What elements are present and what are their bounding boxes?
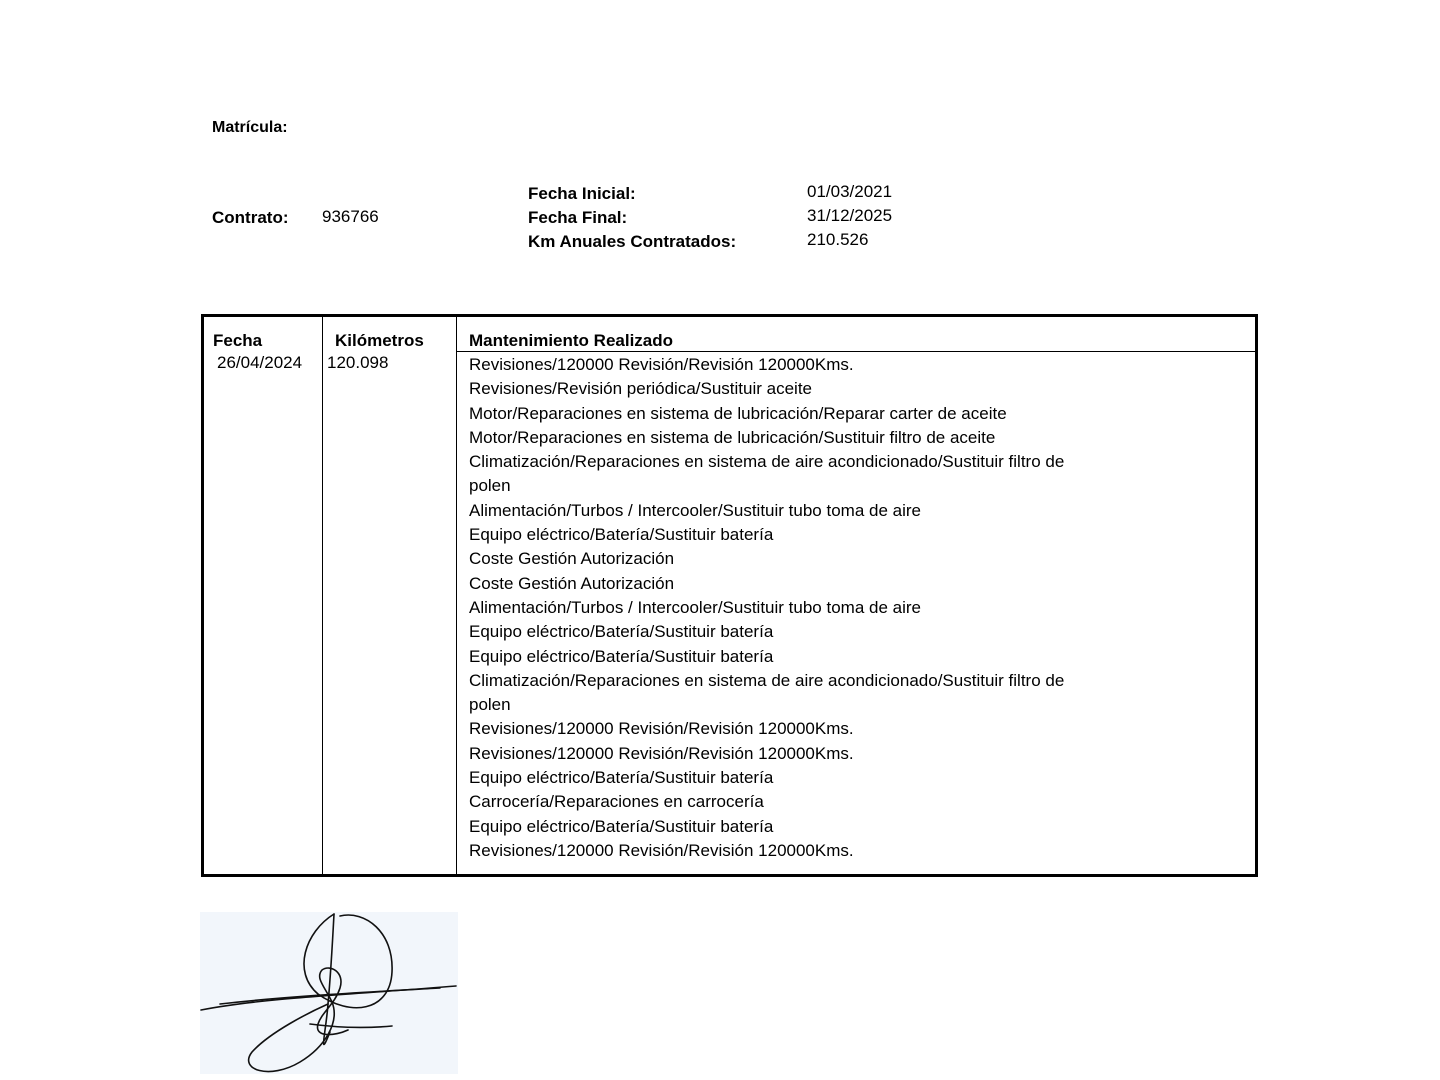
maintenance-line: Climatización/Reparaciones en sistema de aire acondicionado/Sustituir filtro de	[469, 670, 1065, 690]
maintenance-line: Revisiones/Revisión periódica/Sustituir aceite	[469, 379, 812, 399]
column-header-fecha: Fecha	[213, 331, 263, 350]
maintenance-line: Equipo eléctrico/Batería/Sustituir batería	[469, 525, 774, 545]
maintenance-line: Equipo eléctrico/Batería/Sustituir batería	[469, 816, 774, 836]
maintenance-line: Alimentación/Turbos / Intercooler/Sustituir tubo toma de aire	[469, 500, 921, 520]
maintenance-line: Equipo eléctrico/Batería/Sustituir batería	[469, 622, 774, 642]
maintenance-line: Motor/Reparaciones en sistema de lubricación/Sustituir filtro de aceite	[469, 427, 996, 447]
maintenance-line: Alimentación/Turbos / Intercooler/Sustituir tubo toma de aire	[469, 597, 921, 617]
fecha-final-label: Fecha Final:	[528, 208, 628, 227]
maintenance-lines	[469, 353, 1064, 863]
row-fecha: 26/04/2024	[217, 353, 303, 372]
signature-area	[200, 912, 458, 1074]
fecha-inicial-label: Fecha Inicial:	[528, 184, 636, 203]
maintenance-line: Climatización/Reparaciones en sistema de aire acondicionado/Sustituir filtro de	[469, 452, 1065, 472]
cut-off-header-label	[212, 119, 302, 136]
maintenance-line: Motor/Reparaciones en sistema de lubricación/Reparar carter de aceite	[469, 403, 1007, 423]
km-anuales-label: Km Anuales Contratados:	[528, 232, 737, 251]
cut-off-header-text: Matrícula:	[212, 119, 288, 136]
maintenance-line: Carrocería/Reparaciones en carrocería	[469, 792, 764, 812]
maintenance-line: Revisiones/120000 Revisión/Revisión 120000Kms.	[469, 840, 854, 860]
maintenance-line: Revisiones/120000 Revisión/Revisión 120000Kms.	[469, 743, 854, 763]
maintenance-line: Revisiones/120000 Revisión/Revisión 120000Kms.	[469, 719, 854, 739]
signature-icon	[200, 912, 458, 1074]
column-divider	[456, 317, 457, 874]
contrato-label: Contrato:	[212, 208, 289, 227]
maintenance-line: polen	[469, 476, 511, 496]
fecha-inicial-value: 01/03/2021	[807, 182, 893, 201]
km-anuales-value: 210.526	[807, 230, 869, 249]
maintenance-line: polen	[469, 695, 511, 715]
maintenance-line: Coste Gestión Autorización	[469, 549, 675, 569]
maintenance-line: Equipo eléctrico/Batería/Sustituir batería	[469, 646, 774, 666]
row-kilometros: 120.098	[327, 353, 389, 372]
column-header-mantenimiento: Mantenimiento Realizado	[469, 331, 674, 350]
maintenance-line: Revisiones/120000 Revisión/Revisión 120000Kms.	[469, 355, 854, 374]
fecha-final-value: 31/12/2025	[807, 206, 893, 225]
maintenance-table	[201, 314, 1258, 877]
header-divider	[456, 351, 1255, 352]
column-header-kilometros: Kilómetros	[335, 331, 424, 350]
maintenance-line: Coste Gestión Autorización	[469, 573, 675, 593]
column-divider	[322, 317, 323, 874]
maintenance-line: Equipo eléctrico/Batería/Sustituir batería	[469, 768, 774, 788]
contrato-value: 936766	[322, 207, 379, 226]
